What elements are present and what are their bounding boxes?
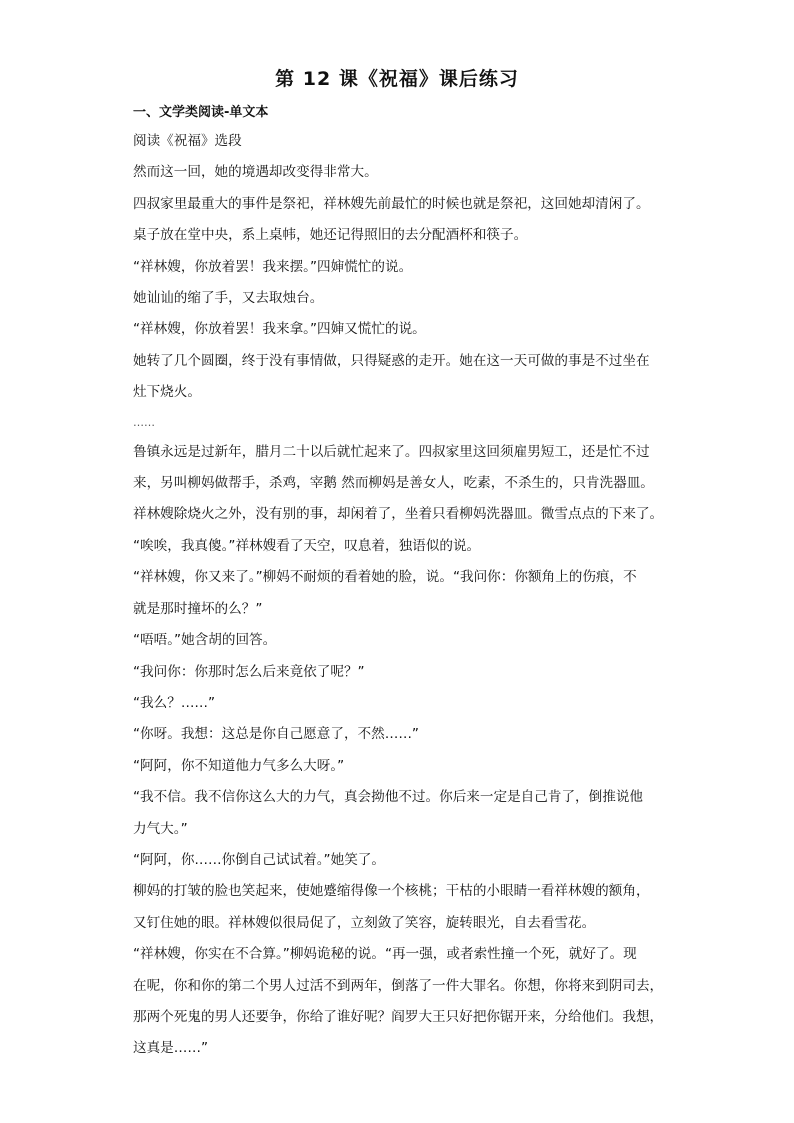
passage-line: “唔唔。”她含胡的回答。 [133,632,277,649]
passage-ellipsis: …… [133,415,155,429]
document-title: 第 12 课《祝福》课后练习 [275,68,519,90]
passage-line: “我问你：你那时怎么后来竟依了呢？” [133,663,365,680]
passage-line: 鲁镇永远是过新年，腊月二十以后就忙起来了。四叔家里这回须雇男短工，还是忙不过 [133,443,650,460]
passage-line: 然而这一回，她的境遇却改变得非常大。 [133,164,378,181]
passage-line: “阿阿，你……你倒自己试试着。”她笑了。 [133,851,385,868]
passage-line: 来，另叫柳妈做帮手，杀鸡，宰鹅 然而柳妈是善女人，吃素，不杀生的，只肯洗器皿。 [133,475,654,492]
passage-body [133,126,673,1065]
passage-line: “我么？……” [133,694,216,711]
passage-line: 又钉住她的眼。祥林嫂似很局促了，立刻敛了笑容，旋转眼光，自去看雪花。 [133,914,596,931]
passage-line: 柳妈的打皱的脸也笑起来，使她蹙缩得像一个核桃；干枯的小眼睛一看祥林嫂的额角， [133,883,650,900]
passage-line: “唉唉，我真傻。”祥林嫂看了天空，叹息着，独语似的说。 [133,537,481,554]
passage-line: 阅读《祝福》选段 [133,133,242,149]
passage-line: “祥林嫂，你放着罢！我来摆。”四婶慌忙的说。 [133,258,413,275]
passage-line: 灶下烧火。 [133,384,201,401]
passage-line: “我不信。我不信你这么大的力气，真会拗他不过。你后来一定是自己肯了，倒推说他 [133,789,644,806]
passage-line: 她讪讪的缩了手，又去取烛台。 [133,290,324,307]
passage-line: 这真是……” [133,1040,209,1057]
section-heading: 一、文学类阅读-单文本 [133,105,269,120]
passage-line: 桌子放在堂中央，系上桌帏，她还记得照旧的去分配酒杯和筷子。 [133,227,528,244]
passage-line: “你呀。我想：这总是你自己愿意了，不然……” [133,726,419,743]
passage-line: 力气大。” [133,820,188,837]
passage-line: “祥林嫂，你实在不合算。”柳妈诡秘的说。“再一强，或者索性撞一个死，就好了。现 [133,946,637,963]
passage-line: 那两个死鬼的男人还要争，你给了谁好呢？阎罗大王只好把你锯开来，分给他们。我想， [133,1008,664,1025]
passage-line: 祥林嫂除烧火之外，没有别的事，却闲着了，坐着只看柳妈洗器皿。微雪点点的下来了。 [133,506,664,523]
passage-line: “阿阿，你不知道他力气多么大呀。” [133,757,345,774]
passage-line: “祥林嫂，你放着罢！我来拿。”四婶又慌忙的说。 [133,321,426,338]
passage-line: 她转了几个圆圈，终于没有事情做，只得疑惑的走开。她在这一天可做的事是不过坐在 [133,352,650,369]
passage-line: 就是那时撞坏的么？” [133,600,263,617]
passage-line: “祥林嫂，你又来了。”柳妈不耐烦的看着她的脸，说。“我问你：你额角上的伤痕，不 [133,569,637,586]
passage-line: 四叔家里最重大的事件是祭祀，祥林嫂先前最忙的时候也就是祭祀，这回她却清闲了。 [133,195,650,212]
passage-line: 在呢，你和你的第二个男人过活不到两年，倒落了一件大罪名。你想，你将来到阴司去， [133,977,664,994]
